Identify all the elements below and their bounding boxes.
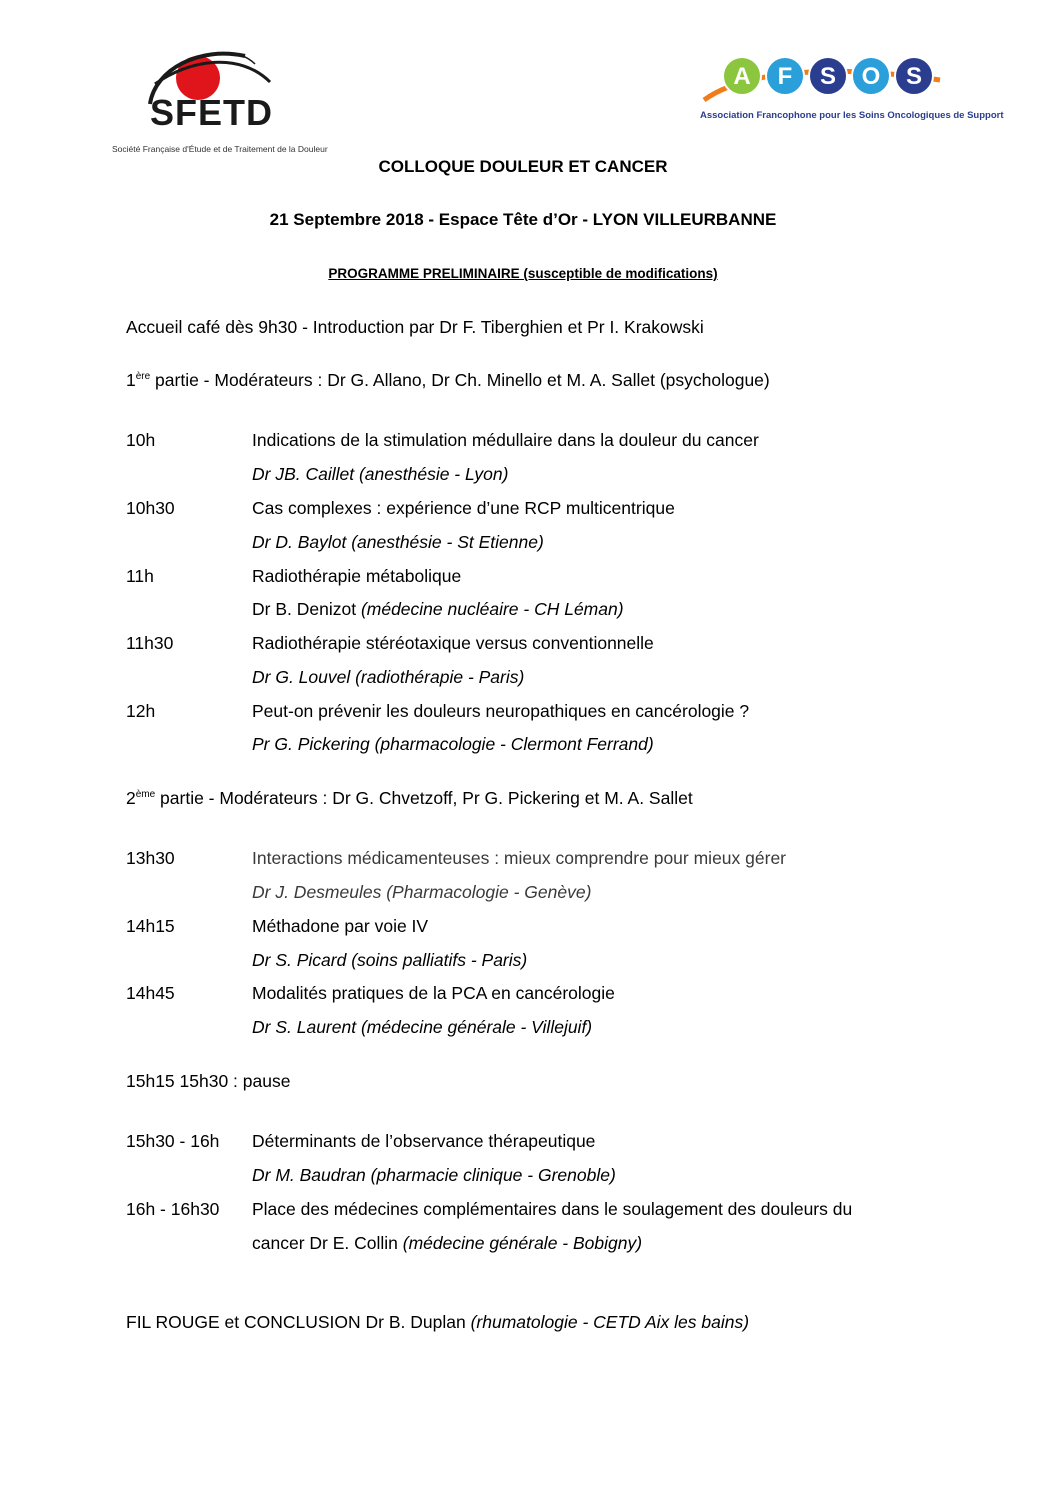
session-title: Interactions médicamenteuses : mieux comprendre pour mieux gérer <box>252 848 786 868</box>
speaker-detail: (médecine nucléaire - CH Léman) <box>360 599 624 619</box>
session-time: 14h45 <box>126 983 175 1003</box>
part1-number: 1 <box>126 370 136 390</box>
speaker-name: Dr B. Denizot <box>252 599 357 619</box>
conclusion-line <box>126 1311 749 1333</box>
speaker-detail: (médecine générale - Villejuif) <box>360 1017 593 1037</box>
session-time: 12h <box>126 701 156 721</box>
session-speaker: Dr JB. Caillet (anesthésie - Lyon) <box>252 464 509 484</box>
session-time: 16h - 16h30 <box>126 1199 220 1219</box>
session-title: Radiothérapie métabolique <box>252 566 462 586</box>
intro-line: Accueil café dès 9h30 - Introduction par Dr F. Tiberghien et Pr I. Krakowski <box>126 317 704 337</box>
session-speaker <box>252 1016 592 1038</box>
conclusion-label: FIL ROUGE et CONCLUSION Dr B. Duplan <box>126 1312 471 1332</box>
session-title: Déterminants de l’observance thérapeutique <box>252 1131 596 1151</box>
afsos-letter-circle <box>895 57 933 95</box>
session-time: 11h <box>126 566 154 586</box>
programme-label: PROGRAMME PRELIMINAIRE (susceptible de modifications) <box>328 266 718 281</box>
session-time: 14h15 <box>126 916 175 936</box>
part2-heading <box>126 787 693 809</box>
session-title: Indications de la stimulation médullaire dans la douleur du cancer <box>252 430 759 450</box>
document-title: COLLOQUE DOULEUR ET CANCER <box>378 157 668 176</box>
session-title: Cas complexes : expérience d’une RCP multicentrique <box>252 498 675 518</box>
sfetd-subtitle: Société Française d'Étude et de Traitement de la Douleur <box>112 144 328 154</box>
session-speaker: Dr G. Louvel (radiothérapie - Paris) <box>252 667 525 687</box>
session-title: Modalités pratiques de la PCA en cancérologie <box>252 983 615 1003</box>
part1-text: partie - Modérateurs : Dr G. Allano, Dr Ch. Minello et M. A. Sallet (psychologue) <box>150 370 770 390</box>
afsos-letter: A <box>733 63 751 90</box>
pause-line: 15h15 15h30 : pause <box>126 1071 291 1091</box>
session-title: Méthadone par voie IV <box>252 916 429 936</box>
speaker-name: Dr S. Picard <box>252 950 347 970</box>
part1-heading <box>126 369 770 391</box>
speaker-name: Dr M. Baudran <box>252 1165 366 1185</box>
part2-sup: ème <box>135 789 156 801</box>
session-time: 10h <box>126 430 156 450</box>
speaker-name: Pr G. Pickering <box>252 734 370 754</box>
afsos-subtitle: Association Francophone pour les Soins Oncologiques de Support <box>700 110 1004 121</box>
afsos-logo <box>700 52 1004 132</box>
session-speaker: Dr D. Baylot (anesthésie - St Etienne) <box>252 532 544 552</box>
session-title-continued <box>252 1232 642 1254</box>
session-time: 13h30 <box>126 848 175 868</box>
session-time: 15h30 - 16h <box>126 1131 220 1151</box>
session-speaker: Dr J. Desmeules (Pharmacologie - Genève) <box>252 882 592 902</box>
afsos-letter-circle <box>723 57 761 95</box>
afsos-letter-circle <box>766 57 804 95</box>
sfetd-name: SFETD <box>150 92 274 133</box>
afsos-letter-circle <box>809 57 847 95</box>
session-speaker <box>252 598 624 620</box>
session-speaker <box>252 733 654 755</box>
session-title-line2: cancer Dr E. Collin <box>252 1233 403 1253</box>
speaker-detail: (pharmacologie - Clermont Ferrand) <box>374 734 654 754</box>
session-title: Peut-on prévenir les douleurs neuropathiques en cancérologie ? <box>252 701 750 721</box>
speaker-name: Dr S. Laurent <box>252 1017 357 1037</box>
afsos-letter: O <box>861 63 881 90</box>
session-time: 11h30 <box>126 633 174 653</box>
conclusion-detail: (rhumatologie - CETD Aix les bains) <box>470 1312 750 1332</box>
sfetd-logo <box>110 44 350 164</box>
afsos-letter-circle <box>852 57 890 95</box>
part1-sup: ère <box>135 371 151 383</box>
session-time: 10h30 <box>126 498 175 518</box>
speaker-detail: (soins palliatifs - Paris) <box>351 950 528 970</box>
speaker-detail: (médecine générale - Bobigny) <box>402 1233 643 1253</box>
afsos-letter: S <box>905 63 923 90</box>
speaker-detail: (pharmacie clinique - Grenoble) <box>370 1165 616 1185</box>
session-title: Place des médecines complémentaires dans le soulagement des douleurs du <box>252 1199 853 1219</box>
part2-text: partie - Modérateurs : Dr G. Chvetzoff, Pr G. Pickering et M. A. Sallet <box>155 788 693 808</box>
afsos-logo-graphic <box>700 52 950 112</box>
afsos-letter: F <box>777 63 793 90</box>
part2-number: 2 <box>126 788 136 808</box>
session-speaker <box>252 949 527 971</box>
event-date-place: 21 Septembre 2018 - Espace Tête d’Or - LYON VILLEURBANNE <box>269 210 777 229</box>
session-speaker <box>252 1164 616 1186</box>
session-title: Radiothérapie stéréotaxique versus conventionnelle <box>252 633 654 653</box>
afsos-letter: S <box>819 63 837 90</box>
